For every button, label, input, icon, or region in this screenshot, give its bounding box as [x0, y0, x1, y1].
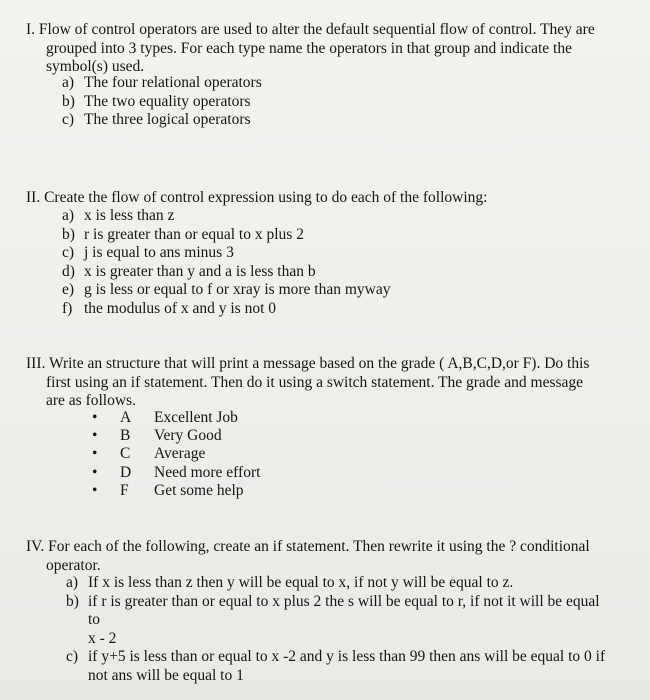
list-item: e) g is less or equal to f or xray is more than myway	[62, 281, 391, 299]
grade-item: • B Very Good	[92, 427, 222, 445]
bullet-icon: •	[92, 445, 98, 463]
bullet-icon: •	[92, 463, 98, 481]
question-4-list	[66, 574, 636, 686]
list-item: c) j is equal to ans minus 3	[62, 244, 234, 262]
question-1-list	[62, 74, 262, 130]
bullet-icon: •	[92, 427, 98, 445]
question-1-line-2: grouped into 3 types. For each type name the operators in that group and indicate the	[46, 39, 572, 57]
list-item: c) if y+5 is less than or equal to x -2 and y is less than 99 then ans will be equal to 0 if not ans will be equal to 1	[66, 648, 606, 684]
question-1-prompt	[26, 21, 626, 77]
list-item: a) If x is less than z then y will be equal to x, if not y will be equal to z.	[66, 574, 514, 591]
question-4-line-1: IV. For each of the following, create an if statement. Then rewrite it using the ? conditional	[26, 538, 590, 555]
question-4-line-2: operator.	[46, 556, 101, 574]
list-item: c) The three logical operators	[62, 111, 251, 129]
question-3-prompt	[26, 355, 626, 411]
list-item: b) The two equality operators	[62, 92, 251, 110]
question-3-line-3: are as follows.	[46, 392, 136, 410]
question-3-line-2: first using an if statement. Then do it using a switch statement. The grade and message	[46, 373, 584, 391]
question-4-prompt	[26, 538, 626, 575]
list-item: f) the modulus of x and y is not 0	[62, 299, 277, 317]
grade-item: • D Need more effort	[92, 463, 261, 481]
list-item: b) if r is greater than or equal to x plus 2 the s will be equal to r, if not it will be equal to x - 2	[66, 592, 600, 647]
question-2-line-1: II. Create the flow of control expression using to do each of the following:	[26, 189, 488, 206]
question-2-list	[62, 207, 391, 319]
question-3-line-1: III. Write an structure that will print a message based on the grade ( A,B,C,D,or F). Do this	[26, 355, 590, 372]
list-item: a) The four relational operators	[62, 74, 262, 91]
bullet-icon: •	[92, 409, 98, 426]
list-item: a) x is less than z	[62, 207, 175, 224]
bullet-icon: •	[92, 481, 98, 499]
grade-list	[92, 409, 260, 500]
grade-item: • C Average	[92, 445, 206, 463]
grade-item: • A Excellent Job	[92, 409, 238, 426]
question-1-line-1: I. Flow of control operators are used to alter the default sequential flow of control. They are	[26, 21, 595, 38]
list-item: d) x is greater than y and a is less than b	[62, 262, 316, 280]
question-1-line-3: symbol(s) used.	[46, 58, 145, 76]
question-2-prompt	[26, 189, 626, 208]
grade-item: • F Get some help	[92, 481, 244, 499]
list-item: b) r is greater than or equal to x plus 2	[62, 225, 304, 243]
